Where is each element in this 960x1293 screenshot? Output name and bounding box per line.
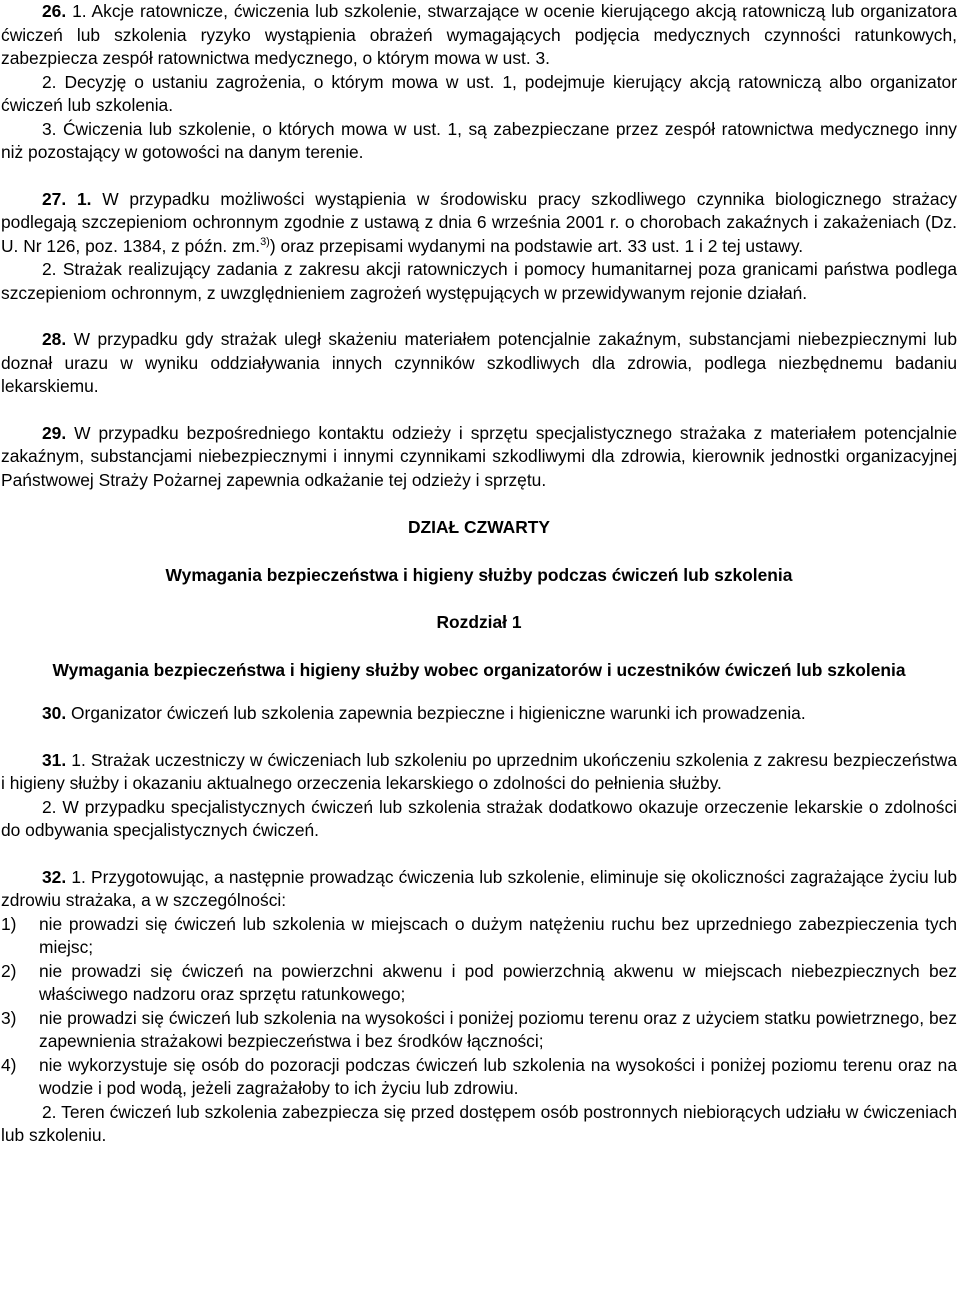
list-item-text: nie prowadzi się ćwiczeń lub szkolenia na wysokości i poniżej poziomu terenu oraz z użyciem statku powietrznego, bez zapewnienia strażakowi bezpieczeństwa i bez środków łączności; [39, 1007, 957, 1051]
spacer [1, 305, 957, 328]
spacer [1, 635, 957, 659]
list-item [1, 1007, 957, 1054]
section-31-para-1: 31. 1. Strażak uczestniczy w ćwiczeniach lub szkoleniu po uprzednim ukończeniu szkolenia z zakresu bezpieczeństwa i higieny służby i okazaniu aktualnego orzeczenia lekarskiego o zdolności do pełnienia służby. [1, 749, 957, 793]
list-item-text: nie prowadzi się ćwiczeń na powierzchni akwenu i pod powierzchnią akwenu w miejscach niebezpiecznych bez właściwego nadzoru oraz sprzętu ratunkowego; [39, 960, 957, 1004]
spacer [1, 399, 957, 422]
section-30: 30. Organizator ćwiczeń lub szkolenia zapewnia bezpieczne i higieniczne warunki ich prowadzenia. [42, 703, 806, 723]
division-heading: DZIAŁ CZWARTY [407, 517, 550, 537]
section-31-number: 31. [42, 749, 67, 770]
spacer [1, 843, 957, 866]
division-title: Wymagania bezpieczeństwa i higieny służby podczas ćwiczeń lub szkolenia [165, 564, 793, 585]
list-item-text: nie prowadzi się ćwiczeń lub szkolenia w miejscach o dużym natężeniu ruchu bez uprzedniego zabezpieczenia tych miejsc; [39, 913, 957, 957]
list-item [1, 1054, 957, 1101]
section-26-para-1: 26. 1. Akcje ratownicze, ćwiczenia lub szkolenie, stwarzające w ocenie kierującego akcją ratowniczą lub organizatora ćwiczeń lub szkolenia ryzyko wystąpienia obrażeń wymagających podjęcia medycznych czynności ratunkowych, zabezpiecza zespół ratownictwa medycznego, o którym mowa w ust. 3. [1, 1, 957, 68]
section-27-para-1: 27. 1. W przypadku możliwości wystąpienia w środowisku pracy szkodliwego czynnika biologicznego strażacy podlegają szczepieniom ochronnym zgodnie z ustawą z dnia 6 września 2001 r. o chorobach zakaźnych i zakażeniach (Dz. U. Nr 126, poz. 1384, z późn. zm.$^{3)}$) oraz przepisami wydanymi na podstawie art. 33 ust. 1 i 2 tej ustawy. [1, 188, 957, 256]
list-item-text: nie wykorzystuje się osób do pozoracji podczas ćwiczeń lub szkolenia na wysokości i poniżej poziomu terenu oraz na wodzie i pod wodą, jeżeli zagrażałoby to ich życiu lub zdrowiu. [39, 1054, 957, 1098]
spacer [1, 492, 957, 516]
list-item-number: 4) [1, 1054, 17, 1075]
list-item [1, 960, 957, 1007]
section-32-para-1: 32. 1. Przygotowując, a następnie prowadząc ćwiczenia lub szkolenie, eliminuje się okoliczności zagrażające życiu lub zdrowiu strażaka, a w szczególności: [1, 866, 957, 910]
section-32-list [1, 913, 957, 1101]
section-32-para-2: 2. Teren ćwiczeń lub szkolenia zabezpiecza się przed dostępem osób postronnych niebiorących udziału w ćwiczeniach lub szkoleniu. [1, 1101, 957, 1145]
section-30-number: 30. [42, 703, 67, 723]
list-item-number: 2) [1, 960, 17, 981]
section-29-number: 29. [42, 422, 67, 443]
list-item-number: 1) [1, 913, 17, 934]
spacer [1, 165, 957, 188]
spacer [1, 540, 957, 564]
section-27-para-2: 2. Strażak realizujący zadania z zakresu akcji ratowniczych i pomocy humanitarnej poza granicami państwa podlega szczepieniom ochronnym, z uwzględnieniem zagrożeń występujących w przewidywanym rejonie działań. [1, 259, 957, 303]
section-28: 28. W przypadku gdy strażak uległ skażeniu materiałem potencjalnie zakaźnym, substancjami niebezpiecznymi lub doznał urazu w wyniku oddziaływania innych czynników szkodliwych dla zdrowia, podlega niezbędnemu badaniu lekarskiemu. [1, 329, 957, 396]
section-26-para-3: 3. Ćwiczenia lub szkolenie, o których mowa w ust. 1, są zabezpieczane przez zespół ratownictwa medycznego inny niż pozostający w gotowości na danym terenie. [1, 118, 957, 162]
footnote-ref: 3) [260, 235, 270, 248]
section-26-para-2: 2. Decyzję o ustaniu zagrożenia, o którym mowa w ust. 1, podejmuje kierujący akcją ratowniczą albo organizator ćwiczeń lub szkolenia. [1, 71, 957, 115]
spacer [1, 682, 957, 702]
spacer [1, 587, 957, 611]
section-29: 29. W przypadku bezpośredniego kontaktu odzieży i sprzętu specjalistycznego strażaka z materiałem potencjalnie zakaźnym, substancjami niebezpiecznymi i innymi czynnikami szkodliwymi dla zdrowia, kierownik jednostki organizacyjnej Państwowej Straży Pożarnej zapewnia odkażanie tej odzieży i sprzętu. [1, 422, 957, 490]
list-item-number: 3) [1, 1007, 17, 1028]
section-32-number: 32. [42, 866, 67, 887]
section-28-number: 28. [42, 329, 67, 349]
section-26-number: 26. [42, 1, 67, 21]
chapter-title: Wymagania bezpieczeństwa i higieny służby wobec organizatorów i uczestników ćwiczeń lub szkolenia [52, 659, 906, 680]
list-item [1, 913, 957, 960]
chapter-heading: Rozdział 1 [436, 612, 522, 632]
section-27-number: 27. 1. [42, 188, 92, 209]
spacer [1, 726, 957, 749]
section-31-para-2: 2. W przypadku specjalistycznych ćwiczeń lub szkolenia strażak dodatkowo okazuje orzeczenie lekarskie o zdolności do odbywania specjalistycznych ćwiczeń. [1, 796, 957, 840]
